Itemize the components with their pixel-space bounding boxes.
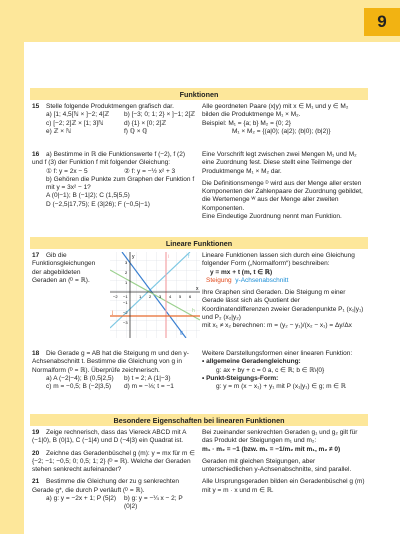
x-tick: 3	[159, 294, 162, 299]
y-tick: 2	[125, 270, 128, 275]
exercises-19-21: 19 Zeige rechnerisch, dass das Viereck ABCD mit A (−1|0), B (0|1), C (−1|4) und D (−4|3) ein Quadrat ist. 20 Zeichne das Geradenbüschel g (m): y = mx für m ∈ {−2; −1; −0,5; 0; 0,5; 1; 2} (ᴰ = ℝ). Welche der Geraden stehen senkrecht aufeinander? 21 Bestimme die Gleichung der zu g senkrechten Gerade g*, die durch P verläuft (ᴰ = ℝ). a) g: y = −2x + 1; P (5|2) b) g: y = −¼ x − 2; P (0|2)	[32, 429, 195, 511]
section-besondere-eigenschaften: Besondere Eigenschaften bei linearen Funktionen	[30, 414, 368, 426]
x-tick: 6	[189, 294, 192, 299]
left-color-strip	[0, 0, 24, 534]
x-tick: 5	[179, 294, 182, 299]
exercise-17: 17 Gib die Funktionsgleichungen der abgebildeten Geraden an (ᴰ = ℝ).	[32, 252, 96, 284]
rule-produktmenge: Alle geordneten Paare (x|y) mit x ∈ M₁ und y ∈ M₂ bilden die Produktmenge M₁ × M₂. Beispiel: M₁ = {a; b} M₂ = {0; 2} M₁ × M₂ = {(a|0); (a|2); (b|0); (b|2)}	[202, 103, 349, 135]
line-label-i: i	[168, 254, 170, 260]
exercise-16: 16 a) Bestimme in ℝ die Funktionswerte f (−2), f (2) und f (3) der Funktion f mit folgender Gleichung: ① f: y = 2x − 5 ② f: y = −½ x² + 3 b) Gehören die Punkte zum Graphen der Funktion f mit y = 3x² − 1? A (0|−1); B (−1|2); C (1,5|5,5) D (−2,5|17,75); E (3|26); F (−0,5|−1)	[32, 151, 195, 208]
page-content	[30, 88, 368, 528]
x-tick: 1	[139, 294, 142, 299]
page-number: 9	[364, 8, 400, 36]
exercise-15: 15 Stelle folgende Produktmengen grafisch dar. a) [1; 4,5[ℕ × ]−2; 4[ℤ b) [−3; 0; 1; 2} × ]−1; 2[ℤ c) [−2; 2]ℤ × [1; 3]ℕ d) {1} × [0; 2]ℤ e) ℤ × ℕ f) ℚ × ℚ	[32, 103, 196, 135]
line-label-g: g	[180, 330, 183, 336]
line-graph	[106, 250, 202, 342]
x-tick: −2	[113, 294, 118, 299]
exercise-20: 20 Zeichne das Geradenbüschel g (m): y = mx für m ∈ {−2; −1; −0,5; 0; 0,5; 1; 2} (ᴰ = ℝ). Welche der Geraden stehen senkrecht aufeinander?	[32, 449, 195, 474]
exercise-19: 19 Zeige rechnerisch, dass das Viereck ABCD mit A (−1|0), B (0|1), C (−1|4) und D (−4|3) ein Quadrat ist.	[32, 429, 187, 445]
line-label-f: f	[188, 254, 190, 260]
rule-normalform: Lineare Funktionen lassen sich durch eine Gleichung folgender Form („Normalform“) beschreiben: y = mx + t (m, t ∈ ℝ) Steigung y-Achsenabschnitt Ihre Graphen sind Geraden. Die Steigung m einer Gerade lässt sich als Quotient der Koordinatendifferenzen zweier Geradenpunkte P₁ (x₁|y₁) und P₂ (x₂|y₂) mit x₁ ≠ x₂ berechnen: m = (y₂ − y₁)/(x₂ − x₁) = Δy/Δx	[202, 252, 364, 330]
x-tick: −1	[123, 294, 128, 299]
y-axis-label: y	[132, 254, 135, 260]
rule-senkrecht-parallel: Bei zueinander senkrechten Geraden g₁ und g₂ gilt für das Produkt der Steigungen m₁ und m₂: m₁ · m₂ = −1 (bzw. m₁ = −1/m₂ mit m₁, m₂ ≠ 0) Geraden mit gleichen Steigungen, aber unterschiedlichen y-Achsenabschnitte, sind parallel. Alle Ursprungsgeraden bilden ein Geradenbüschel g (m) mit y = m · x und m ∈ ℝ.	[202, 429, 365, 494]
line-label-j: j	[112, 310, 114, 316]
x-tick: 2	[149, 294, 152, 299]
section-funktionen: Funktionen	[30, 88, 368, 100]
line-label-h: h	[192, 308, 195, 314]
y-tick: −2	[123, 310, 128, 315]
header-bar	[0, 0, 400, 42]
rule-darstellungsformen: Weitere Darstellungsformen einer linearen Funktion: • allgemeine Geradengleichung: g: ax + by + c = 0 a, c ∈ ℝ; b ∈ ℝ\{0} • Punkt-Steigungs-Form: g: y = m (x − x₁) + y₁ mit P (x₁|y₁) ∈ g; m ∈ ℝ	[202, 350, 353, 391]
y-tick: 3	[125, 260, 128, 265]
y-tick: 1	[125, 280, 128, 285]
y-tick: −3	[123, 320, 128, 325]
exercise-21: 21 Bestimme die Gleichung der zu g senkrechten Gerade g*, die durch P verläuft (ᴰ = ℝ).	[32, 478, 179, 494]
x-axis-label: x	[196, 286, 199, 292]
y-tick: −1	[123, 300, 128, 305]
exercise-18: 18 Die Gerade g = AB hat die Steigung m und den y-Achsenabschnitt t. Bestimme die Gleichung von g in Normalform (ᴰ = ℝ). Überprüfe zeichnerisch. a) A (−2|−4); B (0,5|2,5) b) t = 2; A (1|−3) c) m = −0,5; B (−2|3,5) d) m = −⅓; t = −1	[32, 350, 189, 391]
section-lineare-funktionen: Lineare Funktionen	[30, 237, 368, 249]
rule-zuordnung: Eine Vorschrift legt zwischen zwei Mengen M₁ und M₂ eine Zuordnung fest. Diese stellt eine Teilmenge der Produktmenge M₁ × M₂ dar. Die Definitionsmenge ᴰ wird aus der Menge aller ersten Komponenten der Zahlenpaare der Zuordnung gebildet, die Wertemenge ᵂ aus der Menge aller zweiten Komponenten. Eine Eindeutige Zuordnung nennt man Funktion.	[202, 151, 363, 221]
x-tick: 4	[169, 294, 172, 299]
